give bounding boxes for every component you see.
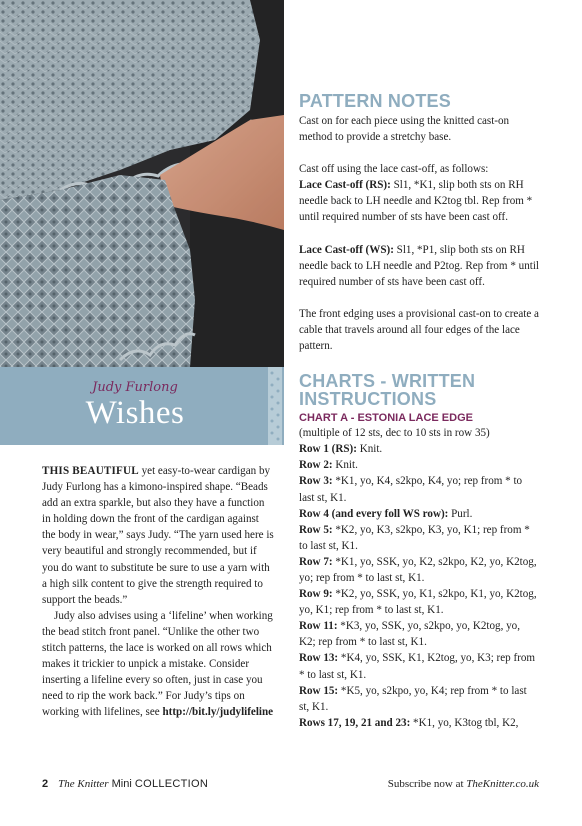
row-label: Row 11:	[299, 620, 338, 633]
pattern-notes-p2: Cast off using the lace cast-off, as follows:	[299, 163, 489, 176]
row-text: *K4, yo, SSK, K1, K2tog, yo, K3; rep from * to last st, K1.	[299, 652, 536, 681]
charts-heading-line1: CHARTS - WRITTEN	[299, 371, 476, 392]
chart-row	[299, 473, 539, 505]
row-text: *K1, yo, K3tog tbl, K2,	[410, 716, 519, 729]
cast-off-rs	[299, 177, 539, 225]
row-label: Row 13:	[299, 652, 339, 665]
chart-row	[299, 650, 539, 682]
cover-photo	[0, 0, 284, 367]
chart-row	[299, 683, 539, 715]
magazine-mini: Mini	[111, 778, 132, 790]
cast-off-ws	[299, 242, 539, 290]
subscribe-text: Subscribe now at	[387, 778, 467, 790]
right-column	[299, 92, 539, 731]
row-label: Row 1 (RS):	[299, 443, 357, 456]
row-label: Row 3:	[299, 475, 333, 488]
cast-off-ws-text: Sl1, *P1, slip both sts on RH needle back to LH needle and P2tog. Rep from * until required number of sts have been cast off.	[299, 243, 539, 288]
footer-right	[388, 778, 539, 790]
row-text: Purl.	[448, 507, 473, 520]
chart-row	[299, 618, 539, 650]
intro-lead: THIS BEAUTIFUL	[42, 465, 139, 477]
chart-row	[299, 457, 539, 473]
row-text: *K1, yo, SSK, yo, K2, s2kpo, K2, yo, K2tog, yo; rep from * to last st, K1.	[299, 555, 537, 584]
chart-row	[299, 554, 539, 586]
pattern-notes-p3: The front edging uses a provisional cast-on to create a cable that travels around all four edges of the lace pattern.	[299, 307, 539, 353]
chart-row	[299, 506, 539, 522]
charts-heading-line2: INSTRUCTIONS	[299, 389, 437, 410]
cast-off-ws-label: Lace Cast-off (WS):	[299, 243, 394, 256]
lifeline-link[interactable]: http://bit.ly/judylifeline	[162, 706, 274, 719]
row-text: *K1, yo, K4, s2kpo, K4, yo; rep from * to last st, K1.	[299, 475, 523, 504]
chart-row	[299, 715, 539, 731]
row-label: Row 7:	[299, 555, 333, 568]
chart-row	[299, 522, 539, 554]
cast-off-rs-text: Sl1, *K1, slip both sts on RH needle back to LH needle and K2tog tbl. Rep from * until required number of sts have been cast off.	[299, 179, 533, 224]
magazine-name: The Knitter	[58, 778, 109, 790]
page-footer	[42, 778, 539, 794]
author-name: Judy Furlong	[92, 380, 178, 395]
chart-a-rows	[299, 441, 539, 731]
row-text: *K5, yo, s2kpo, yo, K4; rep from * to last st, K1.	[299, 684, 527, 713]
chart-a-intro: (multiple of 12 sts, dec to 10 sts in row 35)	[299, 427, 490, 440]
knitted-lace-cardigan-photo	[0, 0, 284, 367]
cast-off-rs-label: Lace Cast-off (RS):	[299, 179, 391, 192]
title-band	[0, 367, 284, 445]
row-text: Knit.	[332, 459, 358, 472]
footer-left	[42, 778, 208, 790]
page-number: 2	[42, 778, 49, 790]
pattern-notes-p1: Cast on for each piece using the knitted cast-on method to provide a stretchy base.	[299, 115, 510, 144]
intro-paragraph-1	[42, 463, 274, 608]
chart-a-heading: CHART A - ESTONIA LACE EDGE	[299, 412, 473, 425]
row-label: Row 4 (and every foll WS row):	[299, 507, 449, 520]
row-text: *K2, yo, K3, s2kpo, K3, yo, K1; rep from * to last st, K1.	[299, 523, 530, 552]
subscribe-site-link[interactable]: TheKnitter.co.uk	[466, 778, 539, 790]
row-label: Row 5:	[299, 523, 333, 536]
row-label: Row 9:	[299, 588, 333, 601]
row-label: Row 2:	[299, 459, 333, 472]
intro-p2-text: Judy also advises using a ‘lifeline’ when working the bead stitch front panel. “Unlike the other two stitch patterns, the lace is worked on all rows which makes it trickier to unpick a mistake. Consider inserting a lifeline every so often, just in case you need to rip the work back.” For Judy’s tips on working with lifelines, see	[42, 609, 273, 719]
intro-article	[42, 463, 274, 721]
pattern-notes-heading: PATTERN NOTES	[299, 91, 451, 111]
row-text: *K2, yo, SSK, yo, K1, s2kpo, K1, yo, K2tog, yo, K1; rep from * to last st, K1.	[299, 588, 537, 617]
magazine-collection: COLLECTION	[134, 778, 209, 790]
row-text: *K3, yo, SSK, yo, s2kpo, yo, K2tog, yo, K2; rep from * to last st, K1.	[299, 620, 520, 649]
row-label: Row 15:	[299, 684, 339, 697]
intro-paragraph-2	[42, 608, 274, 721]
intro-p1-text: yet easy-to-wear cardigan by Judy Furlong has a kimono-inspired shape. “Beads add an extra sparkle, but also they have a function in holding down the front of the cardigan against the body in wear,” says Judy. “The yarn used here is very beautiful and strongly recommended, but if you do want to substitute be sure to use a yarn with a high silk content to give the strength required to support the beads.”	[42, 465, 274, 606]
lace-trim-decoration	[268, 367, 282, 445]
chart-row	[299, 441, 539, 457]
row-label: Rows 17, 19, 21 and 23:	[299, 716, 411, 729]
pattern-title: Wishes	[85, 395, 185, 431]
row-text: Knit.	[356, 443, 383, 456]
chart-row	[299, 586, 539, 618]
